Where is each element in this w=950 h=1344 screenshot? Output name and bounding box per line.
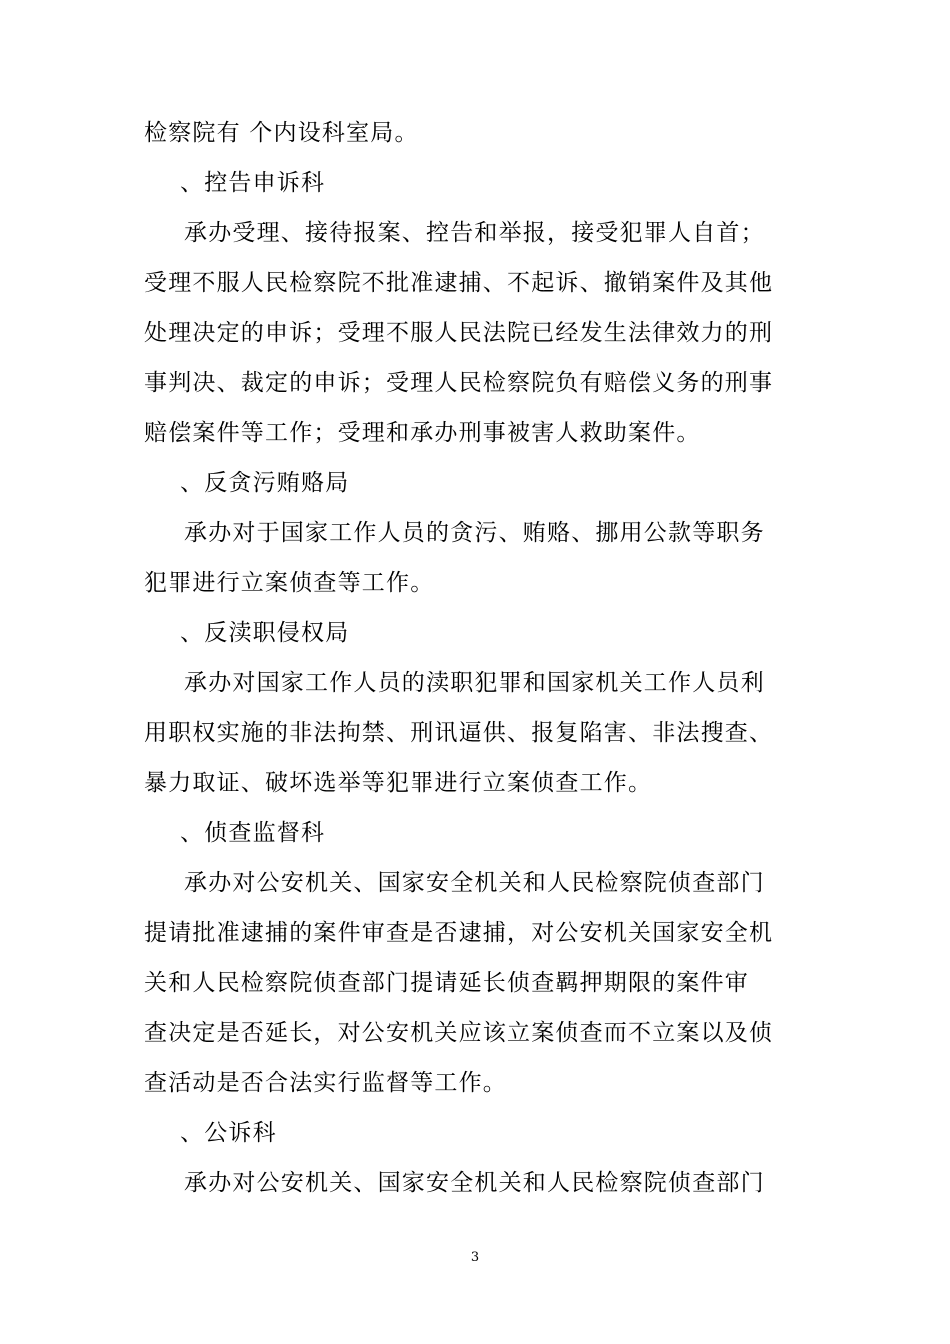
section-heading-anti-corruption: 、反贪污贿赂局 xyxy=(180,470,350,496)
paragraph-line: 受理不服人民检察院不批准逮捕、不起诉、撤销案件及其他 xyxy=(144,270,774,296)
paragraph-line: 承办对国家工作人员的渎职犯罪和国家机关工作人员利 xyxy=(184,670,765,696)
paragraph-line: 查活动是否合法实行监督等工作。 xyxy=(144,1070,507,1096)
paragraph-line: 处理决定的申诉；受理不服人民法院已经发生法律效力的刑 xyxy=(144,320,774,346)
paragraph-line: 关和人民检察院侦查部门提请延长侦查羁押期限的案件审 xyxy=(144,970,749,996)
paragraph-line: 赔偿案件等工作；受理和承办刑事被害人救助案件。 xyxy=(144,420,701,446)
paragraph-line: 犯罪进行立案侦查等工作。 xyxy=(144,570,435,596)
paragraph-line: 承办对于国家工作人员的贪污、贿赂、挪用公款等职务 xyxy=(184,520,765,546)
intro-line: 检察院有 个内设科室局。 xyxy=(144,120,419,146)
paragraph-line: 事判决、裁定的申诉；受理人民检察院负有赔偿义务的刑事 xyxy=(144,370,774,396)
paragraph-line: 承办对公安机关、国家安全机关和人民检察院侦查部门 xyxy=(184,870,765,896)
section-heading-anti-malfeasance: 、反渎职侵权局 xyxy=(180,620,350,646)
page-number: 3 xyxy=(470,1250,480,1265)
paragraph-line: 承办对公安机关、国家安全机关和人民检察院侦查部门 xyxy=(184,1170,765,1196)
paragraph-line: 承办受理、接待报案、控告和举报，接受犯罪人自首； xyxy=(184,220,765,246)
paragraph-line: 用职权实施的非法拘禁、刑讯逼供、报复陷害、非法搜查、 xyxy=(144,720,774,746)
paragraph-line: 暴力取证、破坏选举等犯罪进行立案侦查工作。 xyxy=(144,770,653,796)
section-heading-prosecution: 、公诉科 xyxy=(180,1120,277,1146)
paragraph-line: 查决定是否延长，对公安机关应该立案侦查而不立案以及侦 xyxy=(144,1020,774,1046)
section-heading-investigation-supervision: 、侦查监督科 xyxy=(180,820,326,846)
paragraph-line: 提请批准逮捕的案件审查是否逮捕，对公安机关国家安全机 xyxy=(144,920,774,946)
section-heading-complaint: 、控告申诉科 xyxy=(180,170,326,196)
